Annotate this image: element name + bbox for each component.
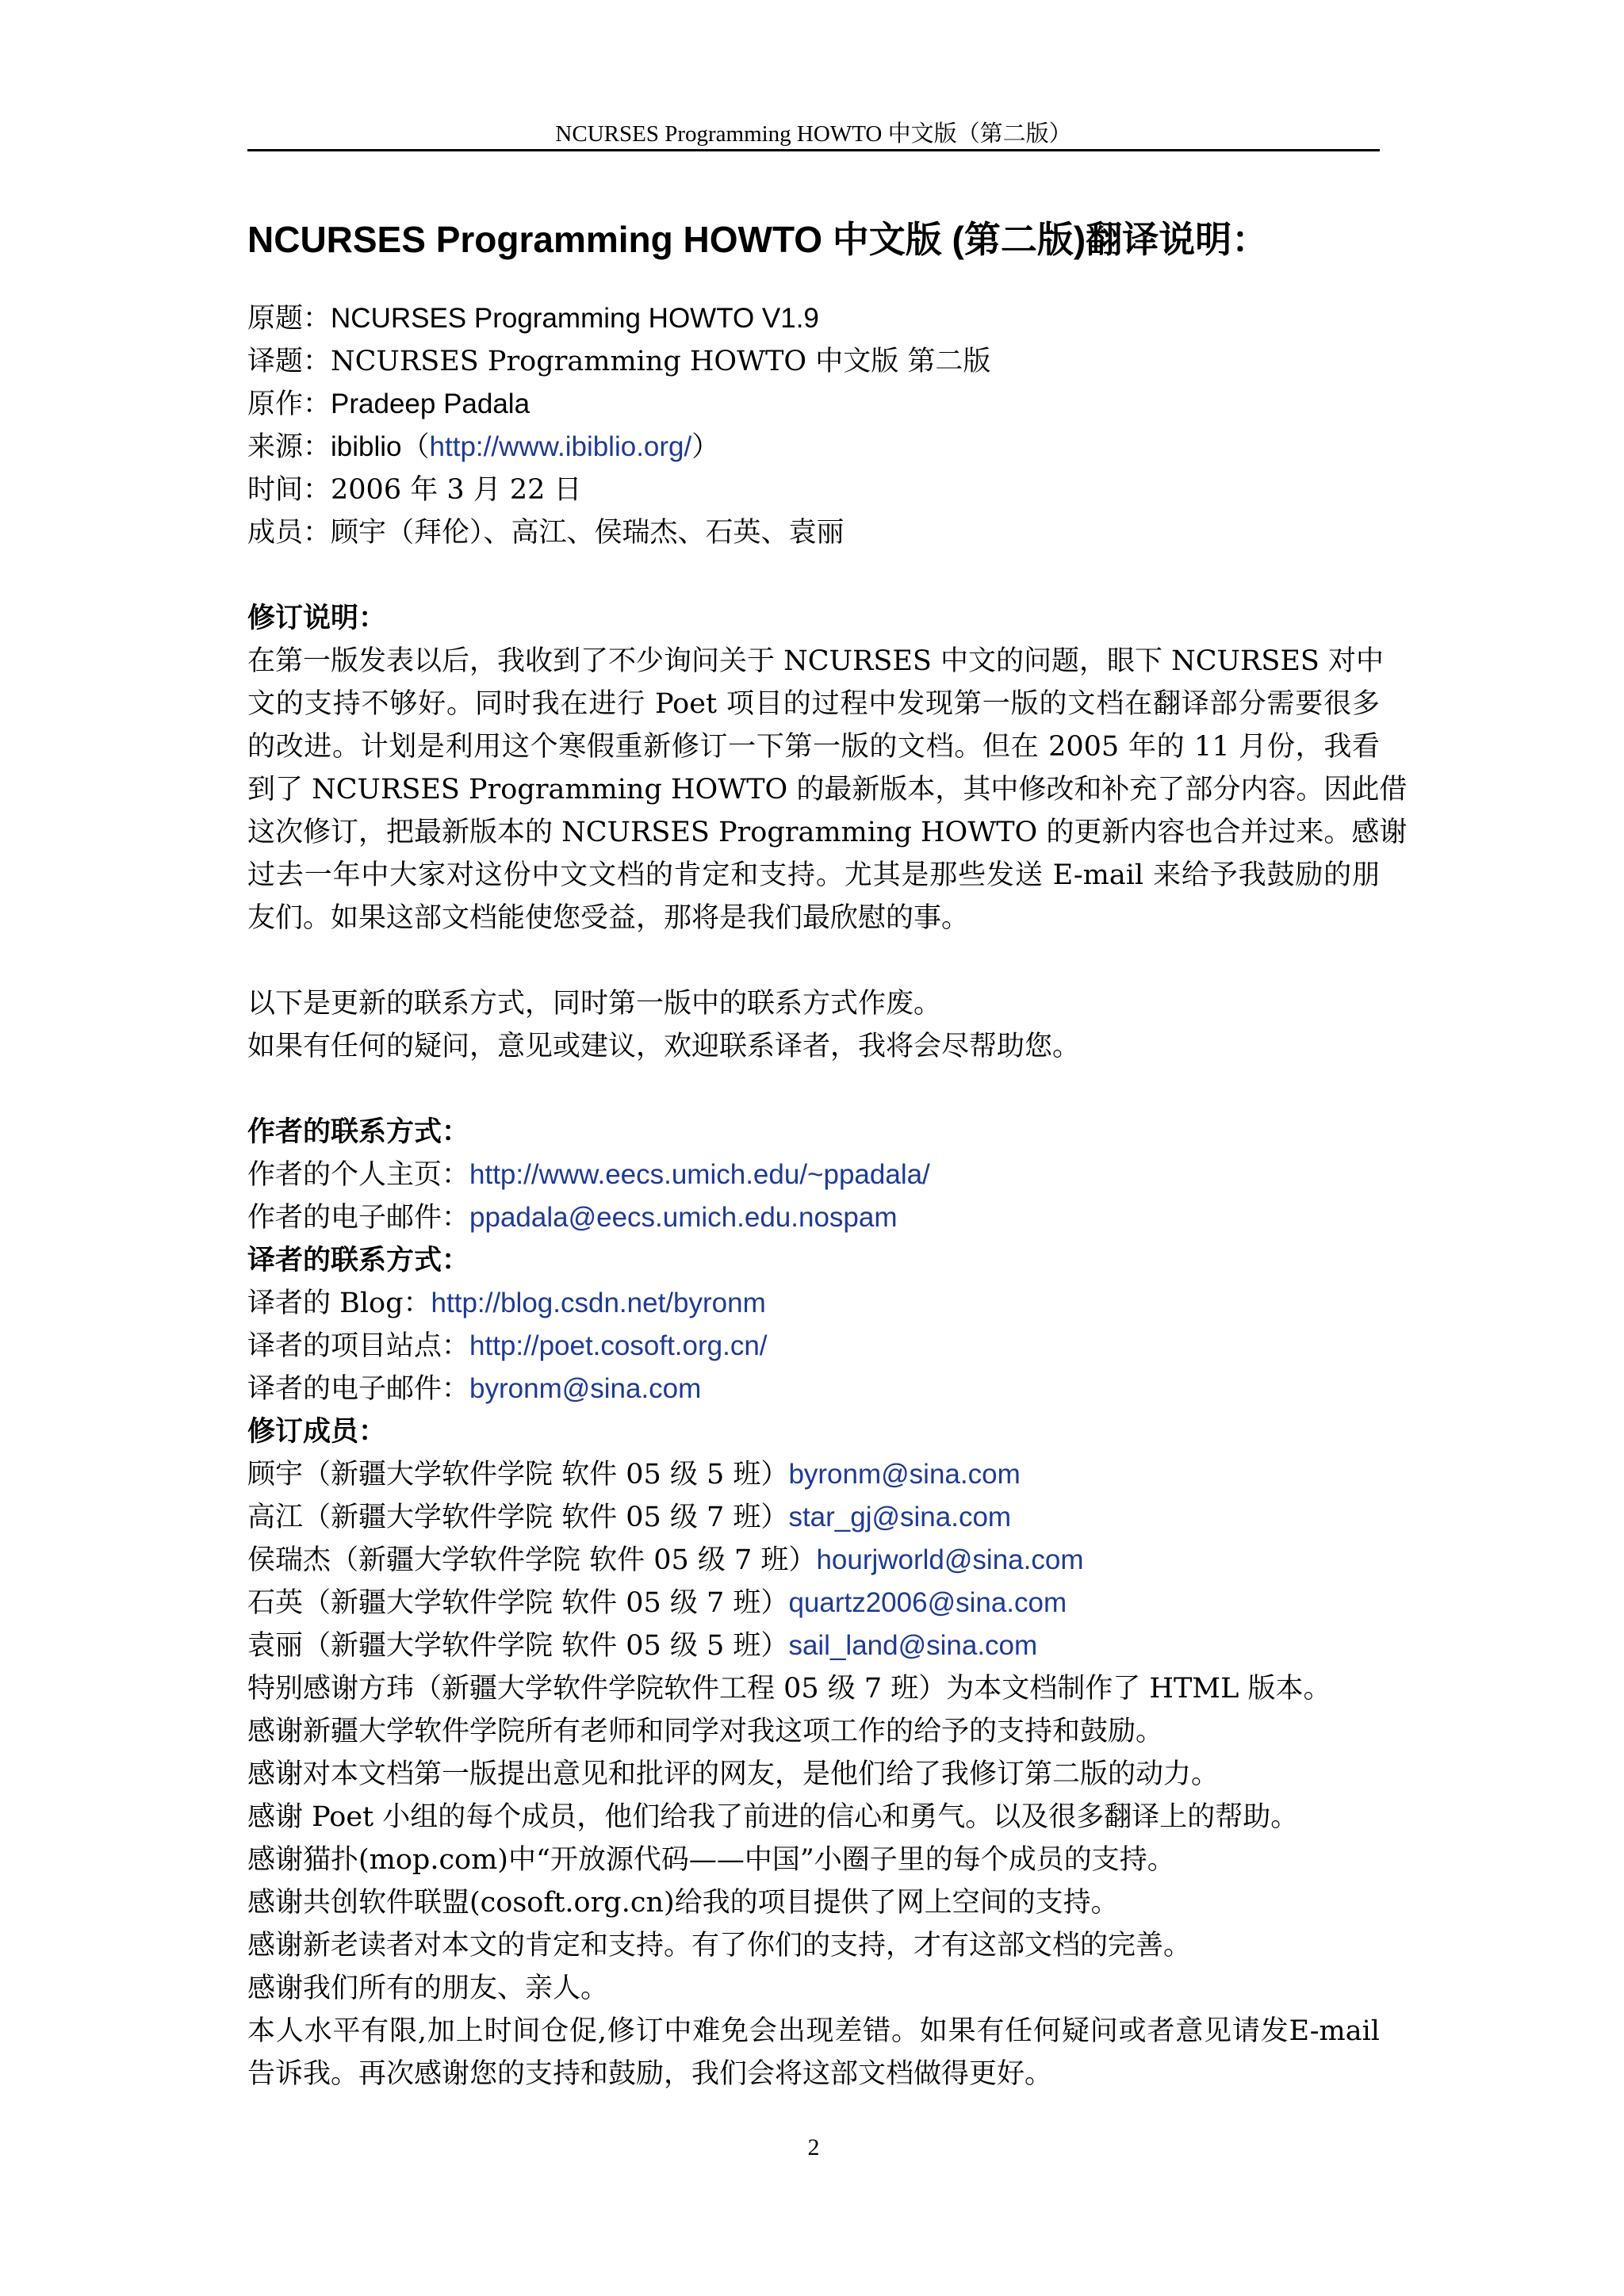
thanks-line: 特别感谢方玮（新疆大学软件学院软件工程 05 级 7 班）为本文档制作了 HTML 版本。 [247,1673,1331,1705]
revision-member-row [247,1624,1380,1667]
member-email-link[interactable]: sail_land@sina.com [788,1630,1038,1661]
translated-title-line [247,340,1380,383]
revision-line: 文的支持不够好。同时我在进行 Poet 项目的过程中发现第一版的文档在翻译部分需要很多 [247,688,1380,720]
author-line [247,383,1380,426]
contact-intro-line: 以下是更新的联系方式，同时第一版中的联系方式作废。 [247,988,942,1020]
translator-blog-line [247,1282,1380,1325]
author-email-label: 作者的电子邮件： [247,1202,470,1234]
member-email-link[interactable]: quartz2006@sina.com [788,1587,1067,1618]
revision-member-row [247,1453,1380,1496]
revision-line: 过去一年中大家对这份中文文档的肯定和支持。尤其是那些发送 E-mail 来给予我鼓励的朋 [247,859,1380,891]
author-value: Pradeep Padala [331,388,530,419]
thanks-line: 感谢猫扑(mop.com)中“开放源代码——中国”小圈子里的每个成员的支持。 [247,1844,1175,1876]
page-number: 2 [807,2134,820,2160]
author-email-link[interactable]: ppadala@eecs.umich.edu.nospam [469,1202,898,1233]
thanks-line: 感谢我们所有的朋友、亲人。 [247,1973,609,2004]
member-info: 高江（新疆大学软件学院 软件 05 级 7 班） [247,1502,789,1533]
translated-title-label: 译题： [247,346,331,377]
revision-line: 到了 NCURSES Programming HOWTO 的最新版本，其中修改和补充了部分内容。因此借 [247,774,1408,806]
original-title-value: NCURSES Programming HOWTO V1.9 [331,303,819,334]
revision-heading: 修订说明： [247,602,387,634]
translated-title-value: NCURSES Programming HOWTO 中文版 第二版 [331,346,991,377]
document-title: NCURSES Programming HOWTO 中文版 (第二版)翻译说明： [247,219,1269,260]
members-label: 成员： [247,517,331,549]
author-homepage-line [247,1154,1380,1196]
translator-email-line [247,1368,1380,1410]
translator-contact-heading: 译者的联系方式： [247,1244,470,1276]
member-info: 袁丽（新疆大学软件学院 软件 05 级 5 班） [247,1630,789,1662]
thanks-line: 感谢新老读者对本文的肯定和支持。有了你们的支持，才有这部文档的完善。 [247,1930,1192,1961]
member-info: 侯瑞杰（新疆大学软件学院 软件 05 级 7 班） [247,1544,817,1576]
translator-blog-link[interactable]: http://blog.csdn.net/byronm [431,1288,766,1318]
revision-line: 这次修订，把最新版本的 NCURSES Programming HOWTO 的更新内容也合并过来。感谢 [247,817,1408,848]
thanks-line: 感谢对本文档第一版提出意见和批评的网友，是他们给了我修订第二版的动力。 [247,1758,1220,1790]
revision-line: 在第一版发表以后，我收到了不少询问关于 NCURSES 中文的问题，眼下 NCURSES 对中 [247,645,1385,677]
member-info: 石英（新疆大学软件学院 软件 05 级 7 班） [247,1587,789,1619]
revision-member-row [247,1496,1380,1539]
translator-project-label: 译者的项目站点： [247,1330,470,1362]
revision-member-row [247,1539,1380,1582]
date-label: 时间： [247,474,331,506]
translator-blog-label: 译者的 Blog： [247,1288,431,1319]
thanks-line: 感谢新疆大学软件学院所有老师和同学对我这项工作的给予的支持和鼓励。 [247,1716,1164,1747]
date-value: 2006 年 3 月 22 日 [331,474,582,506]
member-email-link[interactable]: byronm@sina.com [788,1459,1021,1490]
members-value: 顾宇（拜伦）、高江、侯瑞杰、石英、袁丽 [331,517,845,549]
members-line [247,511,1380,554]
header-rule [247,149,1380,151]
translator-email-link[interactable]: byronm@sina.com [469,1373,702,1404]
member-info: 顾宇（新疆大学软件学院 软件 05 级 5 班） [247,1459,789,1490]
original-title-label: 原题： [247,303,331,335]
author-homepage-link[interactable]: http://www.eecs.umich.edu/~ppadala/ [469,1159,930,1190]
author-contact-heading: 作者的联系方式： [247,1115,470,1148]
closing-line: 本人水平有限,加上时间仓促,修订中难免会出现差错。如果有任何疑问或者意见请发E-mail [247,2015,1380,2047]
member-email-link[interactable]: hourjworld@sina.com [816,1544,1084,1575]
author-homepage-label: 作者的个人主页： [247,1159,470,1191]
source-line [247,426,1380,469]
date-line [247,469,1380,511]
author-email-line [247,1196,1380,1239]
source-open-paren: （ [401,431,430,463]
running-header: NCURSES Programming HOWTO 中文版（第二版） [555,121,1072,147]
revision-line: 友们。如果这部文档能使您受益，那将是我们最欣慰的事。 [247,902,970,934]
source-link[interactable]: http://www.ibiblio.org/ [429,431,692,462]
original-title-line [247,297,1380,340]
source-name: ibiblio [331,431,402,462]
translator-project-line [247,1325,1380,1368]
translator-email-label: 译者的电子邮件： [247,1373,470,1405]
thanks-line: 感谢 Poet 小组的每个成员，他们给我了前进的信心和勇气。以及很多翻译上的帮助。 [247,1801,1299,1833]
translator-project-link[interactable]: http://poet.cosoft.org.cn/ [469,1330,768,1361]
source-label: 来源： [247,431,331,463]
contact-intro-line: 如果有任何的疑问，意见或建议，欢迎联系译者，我将会尽帮助您。 [247,1031,1081,1062]
thanks-line: 感谢共创软件联盟(cosoft.org.cn)给我的项目提供了网上空间的支持。 [247,1887,1119,1919]
member-email-link[interactable]: star_gj@sina.com [788,1502,1012,1533]
revision-line: 的改进。计划是利用这个寒假重新修订一下第一版的文档。但在 2005 年的 11 月份，我看 [247,731,1380,763]
revision-members-heading: 修订成员： [247,1415,387,1448]
source-close-paren: ） [691,431,720,463]
closing-line: 告诉我。再次感谢您的支持和鼓励，我们会将这部文档做得更好。 [247,2058,1053,2090]
author-label: 原作： [247,388,331,420]
revision-member-row [247,1582,1380,1624]
